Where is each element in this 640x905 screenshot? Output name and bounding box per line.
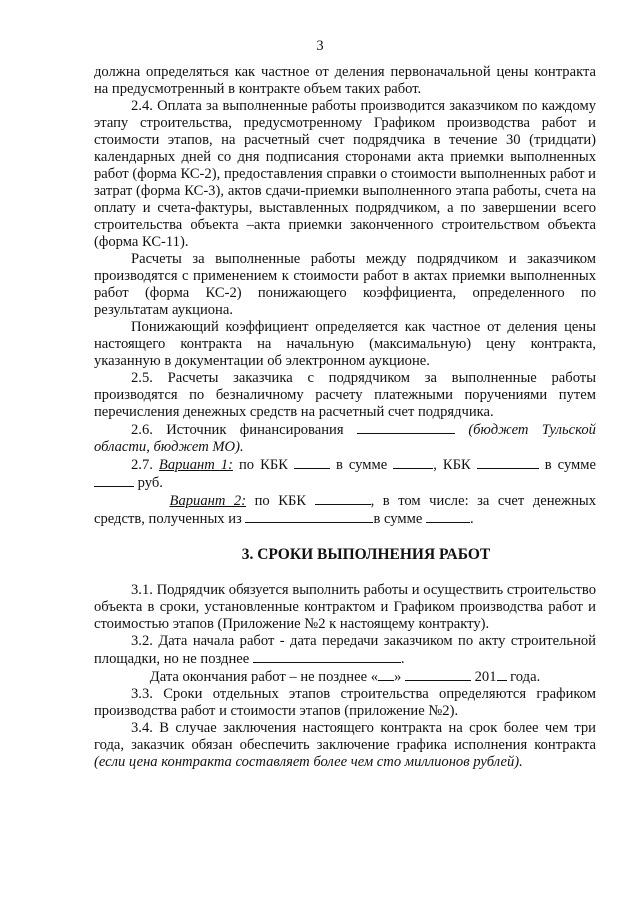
- start-date-blank[interactable]: [253, 650, 401, 663]
- paragraph-3-3: 3.3. Сроки отдельных этапов строительства определяются графиком производства работ и стоимости этапов (приложение №2).: [94, 686, 596, 719]
- page-number: 3: [316, 38, 324, 54]
- paragraph-3-4: [94, 720, 596, 771]
- source-blank[interactable]: [245, 510, 373, 523]
- p34-text: 3.4. В случае заключения настоящего контракта на срок более чем три года, заказчик обязан обеспечить заключение графика исполнения контракта: [94, 720, 596, 753]
- sum-blank-3[interactable]: [426, 510, 470, 523]
- paragraph-3-1: 3.1. Подрядчик обязуется выполнить работы и осуществить строительство объекта в сроки, установленные контрактом и Графиком производства работ и стоимостью этапов (Приложение №2 к настоящему контракту).: [94, 582, 596, 632]
- p27-sum-label: в сумме: [335, 457, 388, 473]
- p27-sum2-label: в сумме: [544, 457, 596, 473]
- p27-rub: руб.: [137, 475, 163, 491]
- paragraph-2-7: [94, 456, 596, 492]
- paragraph-continuation: должна определяться как частное от деления первоначальной цены контракта на предусмотренный в контракте объем таких работ.: [94, 64, 596, 97]
- day-blank[interactable]: [378, 668, 394, 681]
- p27-kbk2-label: , КБК: [433, 457, 471, 473]
- year-blank[interactable]: [497, 668, 507, 681]
- paragraph-variant-2: Вариант 2: по КБК , в том числе: за счет денежных средств, полученных из в сумме .: [94, 493, 596, 527]
- v2-sum-label: в сумме: [373, 511, 423, 527]
- end-date-c: 201: [474, 669, 497, 685]
- end-date-b: »: [394, 669, 402, 685]
- paragraph-calculations: Расчеты за выполненные работы между подрядчиком и заказчиком производятся с применением к стоимости работ в актах приемки выполненных работ (форма КС-2) понижающего коэффициента, определенного по результатам аукциона.: [94, 251, 596, 318]
- sum-blank-2[interactable]: [94, 474, 134, 487]
- end-date-a: Дата окончания работ – не позднее «: [149, 669, 379, 685]
- variant-2-label: Вариант 2:: [169, 493, 247, 509]
- document-body: [94, 64, 596, 771]
- funding-source-blank[interactable]: [357, 421, 455, 434]
- paragraph-2-5: 2.5. Расчеты заказчика с подрядчиком за выполненные работы производятся по безналичному расчету платежными поручениями путем перечисления денежных средств на расчетный счет подрядчика.: [94, 370, 596, 420]
- end-date-d: года.: [510, 669, 541, 685]
- kbk-blank-3[interactable]: [315, 492, 371, 505]
- p34-italic: (если цена контракта составляет более чем сто миллионов рублей).: [94, 754, 523, 770]
- v2-rest: , в том числе: за счет денежных средств, полученных из: [94, 493, 596, 527]
- spacer: [94, 564, 596, 582]
- p27-kbk-label: по КБК: [238, 457, 288, 473]
- paragraph-3-2: 3.2. Дата начала работ - дата передачи заказчиком по акту строительной площадки, но не позднее .: [94, 633, 596, 667]
- section-heading-3: 3. СРОКИ ВЫПОЛНЕНИЯ РАБОТ: [241, 546, 491, 563]
- paragraph-2-6: [94, 421, 596, 456]
- p32-text: 3.2. Дата начала работ - дата передачи заказчиком по акту строительной площадки, но не позднее: [94, 633, 596, 667]
- month-blank[interactable]: [405, 668, 471, 681]
- paragraph-2-4: 2.4. Оплата за выполненные работы производится заказчиком по каждому этапу строительства, предусмотренному Графиком производства работ и стоимости этапов, на расчетный счет подрядчика в течение 30 (тридцати) календарных дней со дня подписания сторонами акта приемки выполненных работ (форма КС-2), предоставления справки о стоимости выполненных работ и затрат (форма КС-3), актов сдачи-приемки выполненного этапа работы, счета на оплату и счета-фактуры, выставленных подрядчиком, а по завершении всего строительства объекта –акта приемки законченного строительством объекта (форма КС-11).: [94, 98, 596, 250]
- sum-blank-1[interactable]: [393, 456, 433, 469]
- v2-kbk-label: по КБК: [254, 493, 307, 509]
- p26-text: 2.6. Источник финансирования: [131, 422, 344, 438]
- paragraph-end-date: [94, 668, 596, 686]
- spacer: [94, 528, 596, 546]
- p27-number: 2.7.: [131, 457, 153, 473]
- variant-1-label: Вариант 1:: [158, 457, 233, 473]
- indent-spacer: [131, 493, 161, 505]
- kbk-blank-2[interactable]: [477, 456, 539, 469]
- paragraph-coefficient: Понижающий коэффициент определяется как частное от деления цены настоящего контракта на начальную (максимальную) цену контракта, указанную в документации об электронном аукционе.: [94, 319, 596, 369]
- p26-italic: (бюджет Тульской области, бюджет МО).: [94, 422, 596, 455]
- kbk-blank-1[interactable]: [294, 456, 330, 469]
